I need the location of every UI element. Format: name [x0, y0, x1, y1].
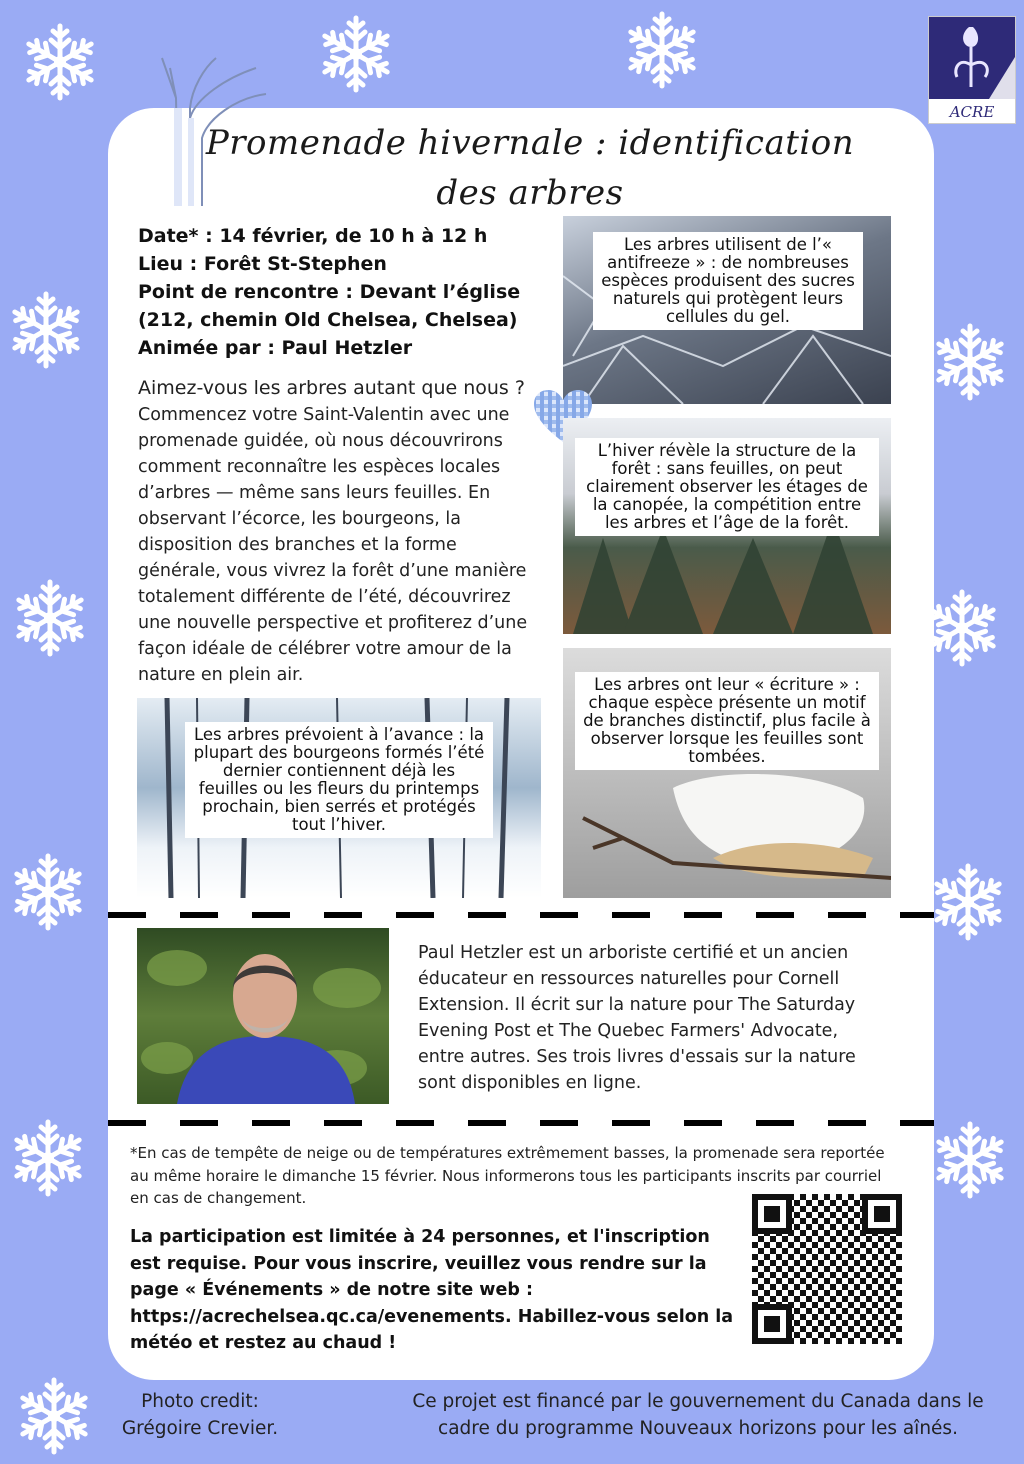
snowflake-icon	[8, 852, 88, 932]
photo-twig-snow	[563, 648, 891, 898]
lead-question: Aimez-vous les arbres autant que nous ?	[138, 377, 525, 399]
host-bio: Paul Hetzler est un arboriste certifié et un ancien éducateur en ressources naturelles pour Cornell Extension. Il écrit sur la nature pour The Saturday Evening Post et The Quebec Farmers' Advocate, entre autres. Ses trois livres d'essais sur la nature sont disponibles en ligne.	[418, 943, 856, 1093]
snowflake-icon	[6, 290, 86, 370]
lead-body: Commencez votre Saint-Valentin avec une promenade guidée, où nous découvrirons comment reconnaître les espèces locales d’arbres — même sans leurs feuilles. En observant l’écorce, les bourgeons, la disposition des branches et la forme générale, vous vivrez la forêt d’une manière totalement différente de l’été, découvrirez une nouvelle perspective et profiterez d’une façon idéale de célébrer votre amour de la nature en plein air.	[138, 405, 528, 685]
photo-snowy-forest	[137, 698, 541, 898]
weather-note: *En cas de tempête de neige ou de températures extrêmement basses, la promenade sera reportée au même horaire le dimanche 15 février. Nous informerons tous les participants inscrits par courriel en cas de changement.	[130, 1144, 885, 1207]
snowflake-icon	[930, 322, 1010, 402]
acre-logo	[928, 16, 1016, 124]
event-description	[138, 374, 538, 688]
logo-text: ACRE	[949, 103, 995, 121]
photo-icy-branches	[563, 216, 891, 404]
meeting-address: (212, chemin Old Chelsea, Chelsea)	[138, 309, 518, 331]
funding-line-1: Ce projet est financé par le gouvernement du Canada dans le	[412, 1391, 984, 1412]
snowflake-icon	[930, 1120, 1010, 1200]
snowflake-icon	[8, 1118, 88, 1198]
photo-credit	[92, 1388, 308, 1442]
title-line-2: des arbres	[436, 173, 624, 213]
registration-info: La participation est limitée à 24 personnes, et l'inscription est requise. Pour vous inscrire, veuillez vous rendre sur la page « Événements » de notre site web : https://acrechelsea.qc.ca/evenements. Habillez-vous selon la météo et restez au chaud !	[130, 1227, 734, 1353]
snowflake-icon	[14, 1376, 94, 1456]
snowflake-icon	[622, 10, 702, 90]
snowflake-icon	[10, 578, 90, 658]
qr-code[interactable]	[752, 1194, 902, 1344]
event-date: Date* : 14 février, de 10 h à 12 h	[138, 225, 488, 247]
snowflake-icon	[928, 862, 1008, 942]
photo-credit-label: Photo credit:	[141, 1391, 259, 1412]
caption-antifreeze: Les arbres utilisent de l’« antifreeze » : de nombreuses espèces produisent des sucres naturels qui protègent leurs cellules du gel.	[593, 232, 863, 330]
funding-line-2: cadre du programme Nouveaux horizons pour les aînés.	[438, 1418, 958, 1439]
event-host: Animée par : Paul Hetzler	[138, 337, 413, 359]
photo-credit-name: Grégoire Crevier.	[121, 1418, 279, 1439]
caption-structure: L’hiver révèle la structure de la forêt : sans feuilles, on peut clairement observer les étages de la canopée, la compétition entre les arbres et l’âge de la forêt.	[575, 438, 879, 536]
event-info	[138, 222, 558, 362]
snowflake-icon	[20, 22, 100, 102]
snowflake-icon	[922, 588, 1002, 668]
photo-forest-structure	[563, 418, 891, 634]
title-line-1: Promenade hivernale : identification	[205, 123, 855, 163]
dashed-divider	[108, 912, 934, 918]
caption-ecriture: Les arbres ont leur « écriture » : chaque espèce présente un motif de branches distinctif, plus facile à observer lorsque les feuilles sont tombées.	[575, 672, 879, 770]
portrait-paul-hetzler	[137, 928, 389, 1104]
dashed-divider	[108, 1120, 934, 1126]
meeting-point: Point de rencontre : Devant l’église	[138, 281, 521, 303]
snowflake-icon	[316, 14, 396, 94]
event-location: Lieu : Forêt St-Stephen	[138, 253, 387, 275]
funding-notice	[384, 1388, 1012, 1442]
caption-bourgeons: Les arbres prévoient à l’avance : la plupart des bourgeons formés l’été dernier contiennent déjà les feuilles ou les fleurs du printemps prochain, bien serrés et protégés tout l’hiver.	[185, 722, 493, 838]
page-title	[190, 118, 870, 218]
